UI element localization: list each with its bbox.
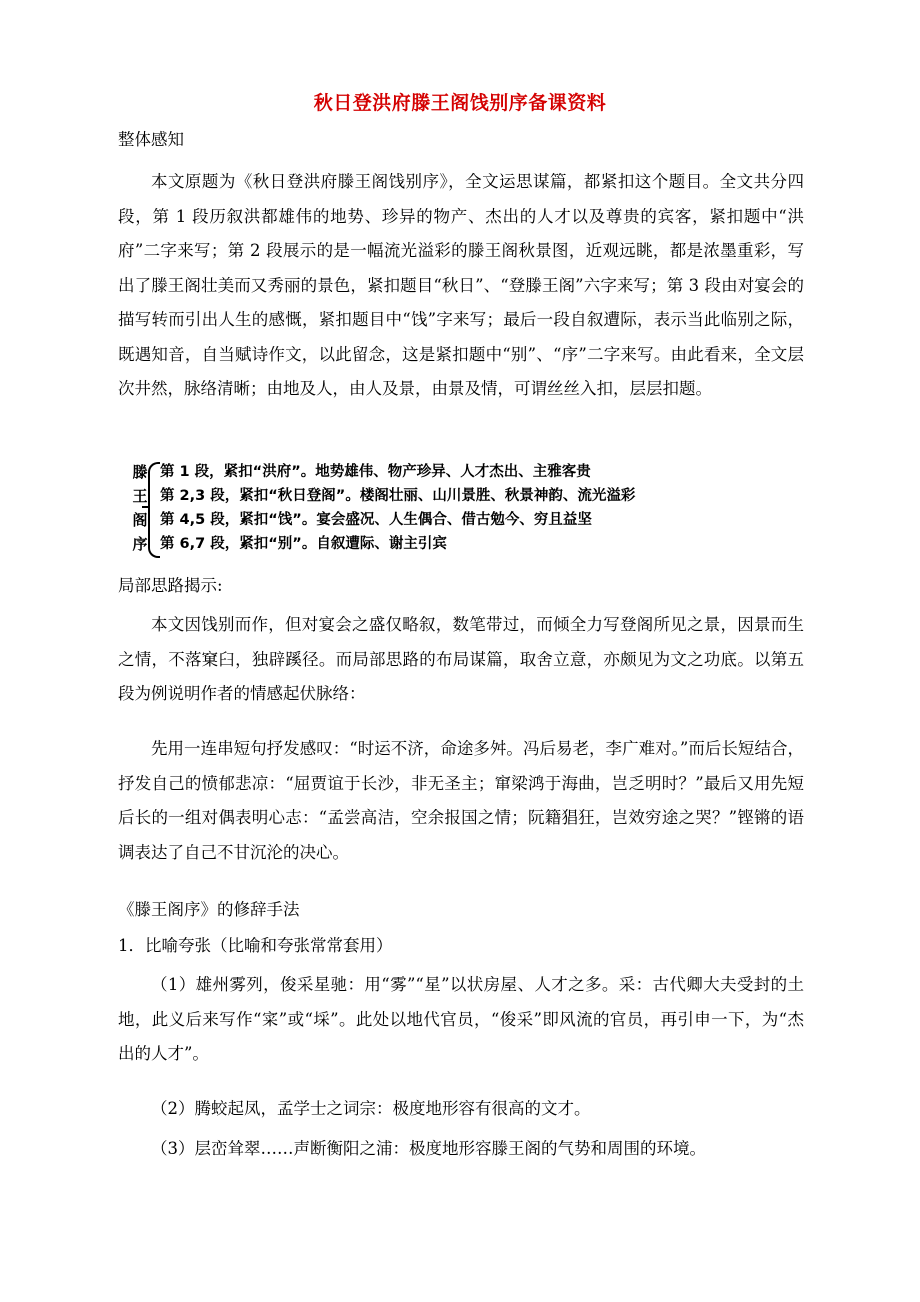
outline-brace xyxy=(148,462,160,558)
outline-label-char: 序 xyxy=(132,535,148,553)
outline-row: 第 1 段，紧扣“洪府”。地势雄伟、物产珍异、人才杰出、主雅客贵 xyxy=(160,464,591,480)
section-heading-local: 局部思路揭示: xyxy=(118,576,223,595)
outline-label-char: 王 xyxy=(132,487,148,505)
list-item-3: （3）层峦耸翠……声断衡阳之浦：极度地形容滕王阁的气势和周围的环境。 xyxy=(151,1139,706,1158)
paragraph-overview: 本文原题为《秋日登洪府滕王阁饯别序》，全文运思谋篇，都紧扣这个题目。全文共分四段，第 1 段历叙洪都雄伟的地势、珍异的物产、杰出的人才以及尊贵的宾客，紧扣题中“洪府”二字来写；第 2 段展示的是一幅流光溢彩的滕王阁秋景图，近观远眺，都是浓墨重彩，写出了滕王阁壮美而又秀丽的景色，紧扣题目“秋日”、“登滕王阁”六字来写；第 3 段由对宴会的描写转而引出人生的感慨，紧扣题目中“饯”字来写；最后一段自叙遭际，表示当此临别之际，既遇知音，自当赋诗作文，以此留念，这是紧扣题中“别”、“序”二字来写。由此看来，全文层次井然，脉络清晰；由地及人，由人及景，由景及情，可谓丝丝入扣，层层扣题。 xyxy=(118,172,804,398)
outline-label-char: 阁 xyxy=(132,511,148,529)
outline-vertical-label xyxy=(130,460,150,558)
section-heading-overview: 整体感知 xyxy=(118,130,184,149)
paragraph-emotion: 先用一连串短句抒发感叹：“时运不济，命途多舛。冯后易老，李广难对。”而后长短结合，抒发自己的愤郁悲凉：“屈贾谊于长沙，非无圣主；窜梁鸿于海曲，岂乏明时？”最后又用先短后长的一组对偶表明心志：“孟尝高洁，空余报国之情；阮籍猖狂，岂效穷途之哭？”铿锵的语调表达了自己不甘沉沦的决心。 xyxy=(118,739,804,862)
outline-row: 第 4,5 段，紧扣“饯”。宴会盛况、人生偶合、借古勉今、穷且益坚 xyxy=(160,512,592,528)
list-item-2: （2）腾蛟起凤，孟学士之词宗：极度地形容有很高的文才。 xyxy=(151,1099,591,1118)
paragraph-local-intro: 本文因饯别而作，但对宴会之盛仅略叙，数笔带过，而倾全力写登阁所见之景，因景而生之情，不落窠臼，独辟蹊径。而局部思路的布局谋篇，取舍立意，亦颇见为文之功底。以第五段为例说明作者的情感起伏脉络： xyxy=(118,615,804,703)
subheading-metaphor: 1．比喻夸张（比喻和夸张常常套用） xyxy=(118,936,393,955)
outline-rows xyxy=(160,460,635,556)
structure-outline xyxy=(130,460,650,558)
section-heading-rhetoric: 《滕王阁序》的修辞手法 xyxy=(118,900,300,919)
outline-row: 第 6,7 段，紧扣“别”。自叙遭际、谢主引宾 xyxy=(160,536,447,552)
document-title: 秋日登洪府滕王阁饯别序备课资料 xyxy=(313,92,607,114)
list-item-1: （1）雄州雾列，俊采星驰：用“雾”“星”以状房屋、人才之多。采：古代卿大夫受封的土地，此义后来写作“寀”或“埰”。此处以地代官员，“俊采”即风流的官员，再引申一下，为“杰出的人才”。 xyxy=(118,975,804,1063)
outline-label-char: 滕 xyxy=(132,463,148,481)
outline-row: 第 2,3 段，紧扣“秋日登阁”。楼阁壮丽、山川景胜、秋景神韵、流光溢彩 xyxy=(160,488,636,504)
